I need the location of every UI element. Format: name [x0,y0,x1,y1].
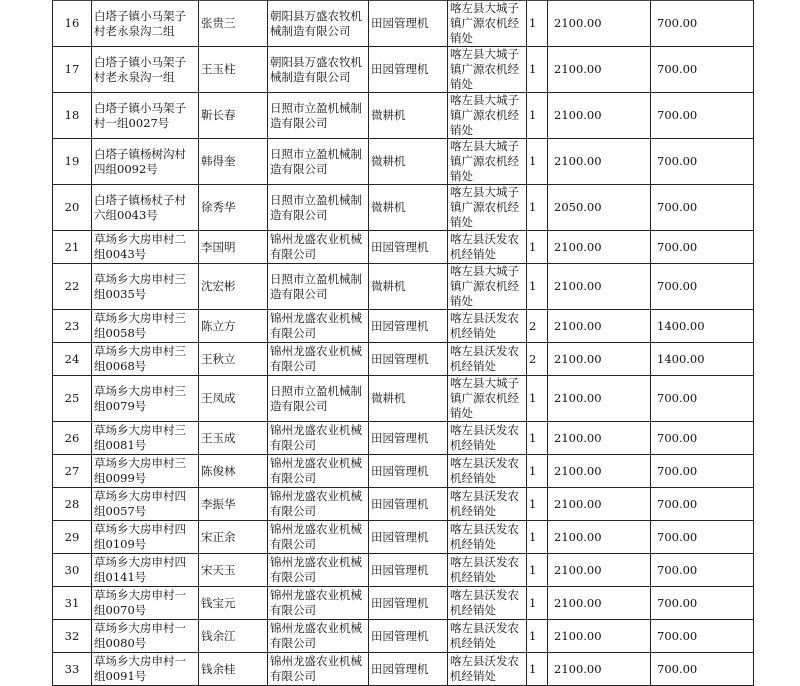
address-cell: 草场乡大房申村三组0068号 [92,343,199,376]
table-row [53,343,754,376]
quantity-cell: 1 [527,620,548,653]
recipient-name-cell: 宋正余 [199,521,268,554]
recipient-name-cell: 李国明 [199,231,268,264]
subsidy-cell: 1400.00 [651,310,754,343]
dealer-cell: 喀左县大城子镇广源农机经销处 [448,264,527,310]
address-cell: 白塔子镇杨杖子村六组0043号 [92,185,199,231]
quantity-cell: 2 [527,343,548,376]
manufacturer-cell: 锦州龙盛农业机械有限公司 [268,653,369,686]
row-number-cell: 30 [53,554,92,587]
table-row [53,554,754,587]
manufacturer-cell: 朝阳县万盛农牧机械制造有限公司 [268,1,369,47]
subsidy-table [52,0,754,686]
table-row [53,231,754,264]
row-number-cell: 25 [53,376,92,422]
manufacturer-cell: 锦州龙盛农业机械有限公司 [268,554,369,587]
table-row [53,264,754,310]
row-number-cell: 18 [53,93,92,139]
price-cell: 2100.00 [548,264,651,310]
manufacturer-cell: 锦州龙盛农业机械有限公司 [268,587,369,620]
recipient-name-cell: 靳长春 [199,93,268,139]
machine-type-cell: 田园管理机 [369,343,448,376]
subsidy-cell: 700.00 [651,521,754,554]
price-cell: 2100.00 [548,139,651,185]
recipient-name-cell: 陈俊林 [199,455,268,488]
address-cell: 草场乡大房申村三组0079号 [92,376,199,422]
row-number-cell: 24 [53,343,92,376]
dealer-cell: 喀左县大城子镇广源农机经销处 [448,376,527,422]
manufacturer-cell: 锦州龙盛农业机械有限公司 [268,620,369,653]
recipient-name-cell: 王凤成 [199,376,268,422]
quantity-cell: 1 [527,587,548,620]
machine-type-cell: 田园管理机 [369,1,448,47]
manufacturer-cell: 日照市立盈机械制造有限公司 [268,185,369,231]
quantity-cell: 1 [527,185,548,231]
address-cell: 草场乡大房申村三组0099号 [92,455,199,488]
subsidy-cell: 700.00 [651,139,754,185]
recipient-name-cell: 钱宝元 [199,587,268,620]
quantity-cell: 1 [527,554,548,587]
address-cell: 草场乡大房申村三组0035号 [92,264,199,310]
row-number-cell: 31 [53,587,92,620]
price-cell: 2100.00 [548,620,651,653]
machine-type-cell: 田园管理机 [369,231,448,264]
recipient-name-cell: 韩得奎 [199,139,268,185]
price-cell: 2100.00 [548,521,651,554]
row-number-cell: 22 [53,264,92,310]
machine-type-cell: 田园管理机 [369,521,448,554]
machine-type-cell: 微耕机 [369,264,448,310]
dealer-cell: 喀左县大城子镇广源农机经销处 [448,47,527,93]
dealer-cell: 喀左县沃发农机经销处 [448,310,527,343]
row-number-cell: 29 [53,521,92,554]
manufacturer-cell: 日照市立盈机械制造有限公司 [268,139,369,185]
machine-type-cell: 田园管理机 [369,587,448,620]
dealer-cell: 喀左县大城子镇广源农机经销处 [448,93,527,139]
address-cell: 白塔子镇小马架子村一组0027号 [92,93,199,139]
machine-type-cell: 微耕机 [369,139,448,185]
address-cell: 草场乡大房申村四组0109号 [92,521,199,554]
table-row [53,1,754,47]
manufacturer-cell: 锦州龙盛农业机械有限公司 [268,231,369,264]
recipient-name-cell: 陈立方 [199,310,268,343]
price-cell: 2100.00 [548,93,651,139]
manufacturer-cell: 锦州龙盛农业机械有限公司 [268,488,369,521]
manufacturer-cell: 日照市立盈机械制造有限公司 [268,264,369,310]
row-number-cell: 28 [53,488,92,521]
machine-type-cell: 田园管理机 [369,47,448,93]
recipient-name-cell: 张贵三 [199,1,268,47]
table-body [53,1,754,686]
subsidy-cell: 700.00 [651,231,754,264]
quantity-cell: 1 [527,93,548,139]
table-row [53,521,754,554]
recipient-name-cell: 钱余江 [199,620,268,653]
table-row [53,488,754,521]
price-cell: 2100.00 [548,554,651,587]
manufacturer-cell: 锦州龙盛农业机械有限公司 [268,310,369,343]
dealer-cell: 喀左县沃发农机经销处 [448,488,527,521]
machine-type-cell: 田园管理机 [369,422,448,455]
subsidy-cell: 700.00 [651,554,754,587]
recipient-name-cell: 李振华 [199,488,268,521]
table-row [53,620,754,653]
row-number-cell: 27 [53,455,92,488]
manufacturer-cell: 锦州龙盛农业机械有限公司 [268,422,369,455]
recipient-name-cell: 王秋立 [199,343,268,376]
table-row [53,422,754,455]
row-number-cell: 17 [53,47,92,93]
dealer-cell: 喀左县沃发农机经销处 [448,521,527,554]
recipient-name-cell: 钱余桂 [199,653,268,686]
table-row [53,185,754,231]
address-cell: 草场乡大房申村二组0043号 [92,231,199,264]
price-cell: 2100.00 [548,455,651,488]
subsidy-cell: 700.00 [651,93,754,139]
dealer-cell: 喀左县沃发农机经销处 [448,620,527,653]
row-number-cell: 16 [53,1,92,47]
dealer-cell: 喀左县大城子镇广源农机经销处 [448,1,527,47]
row-number-cell: 26 [53,422,92,455]
subsidy-cell: 700.00 [651,47,754,93]
row-number-cell: 32 [53,620,92,653]
quantity-cell: 2 [527,310,548,343]
subsidy-cell: 700.00 [651,376,754,422]
subsidy-cell: 1400.00 [651,343,754,376]
manufacturer-cell: 日照市立盈机械制造有限公司 [268,93,369,139]
price-cell: 2100.00 [548,376,651,422]
address-cell: 草场乡大房申村四组0141号 [92,554,199,587]
address-cell: 草场乡大房申村三组0081号 [92,422,199,455]
manufacturer-cell: 锦州龙盛农业机械有限公司 [268,455,369,488]
quantity-cell: 1 [527,521,548,554]
machine-type-cell: 田园管理机 [369,653,448,686]
dealer-cell: 喀左县沃发农机经销处 [448,343,527,376]
table-row [53,47,754,93]
recipient-name-cell: 王玉成 [199,422,268,455]
price-cell: 2100.00 [548,47,651,93]
dealer-cell: 喀左县沃发农机经销处 [448,455,527,488]
quantity-cell: 1 [527,139,548,185]
dealer-cell: 喀左县沃发农机经销处 [448,653,527,686]
quantity-cell: 1 [527,422,548,455]
address-cell: 草场乡大房申村四组0057号 [92,488,199,521]
address-cell: 白塔子镇杨树沟村四组0092号 [92,139,199,185]
quantity-cell: 1 [527,455,548,488]
row-number-cell: 23 [53,310,92,343]
row-number-cell: 33 [53,653,92,686]
price-cell: 2100.00 [548,343,651,376]
subsidy-cell: 700.00 [651,422,754,455]
table-row [53,376,754,422]
row-number-cell: 21 [53,231,92,264]
price-cell: 2100.00 [548,1,651,47]
machine-type-cell: 微耕机 [369,185,448,231]
machine-type-cell: 田园管理机 [369,310,448,343]
price-cell: 2050.00 [548,185,651,231]
quantity-cell: 1 [527,653,548,686]
machine-type-cell: 田园管理机 [369,554,448,587]
dealer-cell: 喀左县大城子镇广源农机经销处 [448,185,527,231]
recipient-name-cell: 王玉柱 [199,47,268,93]
price-cell: 2100.00 [548,488,651,521]
subsidy-cell: 700.00 [651,620,754,653]
quantity-cell: 1 [527,376,548,422]
address-cell: 草场乡大房申村三组0058号 [92,310,199,343]
subsidy-cell: 700.00 [651,488,754,521]
price-cell: 2100.00 [548,310,651,343]
address-cell: 草场乡大房申村一组0091号 [92,653,199,686]
subsidy-cell: 700.00 [651,587,754,620]
dealer-cell: 喀左县沃发农机经销处 [448,554,527,587]
table-row [53,587,754,620]
dealer-cell: 喀左县沃发农机经销处 [448,231,527,264]
address-cell: 白塔子镇小马架子村老永泉沟一组 [92,47,199,93]
dealer-cell: 喀左县大城子镇广源农机经销处 [448,139,527,185]
dealer-cell: 喀左县沃发农机经销处 [448,422,527,455]
table-row [53,93,754,139]
table-row [53,455,754,488]
price-cell: 2100.00 [548,231,651,264]
address-cell: 草场乡大房申村一组0080号 [92,620,199,653]
manufacturer-cell: 锦州龙盛农业机械有限公司 [268,521,369,554]
quantity-cell: 1 [527,264,548,310]
address-cell: 草场乡大房申村一组0070号 [92,587,199,620]
manufacturer-cell: 日照市立盈机械制造有限公司 [268,376,369,422]
price-cell: 2100.00 [548,653,651,686]
table-row [53,139,754,185]
address-cell: 白塔子镇小马架子村老永泉沟二组 [92,1,199,47]
row-number-cell: 19 [53,139,92,185]
manufacturer-cell: 锦州龙盛农业机械有限公司 [268,343,369,376]
recipient-name-cell: 徐秀华 [199,185,268,231]
table-row [53,310,754,343]
quantity-cell: 1 [527,1,548,47]
subsidy-cell: 700.00 [651,653,754,686]
quantity-cell: 1 [527,47,548,93]
dealer-cell: 喀左县沃发农机经销处 [448,587,527,620]
subsidy-cell: 700.00 [651,455,754,488]
machine-type-cell: 微耕机 [369,376,448,422]
quantity-cell: 1 [527,488,548,521]
recipient-name-cell: 沈宏彬 [199,264,268,310]
subsidy-cell: 700.00 [651,264,754,310]
table-row [53,653,754,686]
machine-type-cell: 微耕机 [369,93,448,139]
machine-type-cell: 田园管理机 [369,488,448,521]
price-cell: 2100.00 [548,587,651,620]
machine-type-cell: 田园管理机 [369,620,448,653]
price-cell: 2100.00 [548,422,651,455]
recipient-name-cell: 宋天玉 [199,554,268,587]
subsidy-cell: 700.00 [651,185,754,231]
quantity-cell: 1 [527,231,548,264]
machine-type-cell: 田园管理机 [369,455,448,488]
manufacturer-cell: 朝阳县万盛农牧机械制造有限公司 [268,47,369,93]
subsidy-cell: 700.00 [651,1,754,47]
row-number-cell: 20 [53,185,92,231]
